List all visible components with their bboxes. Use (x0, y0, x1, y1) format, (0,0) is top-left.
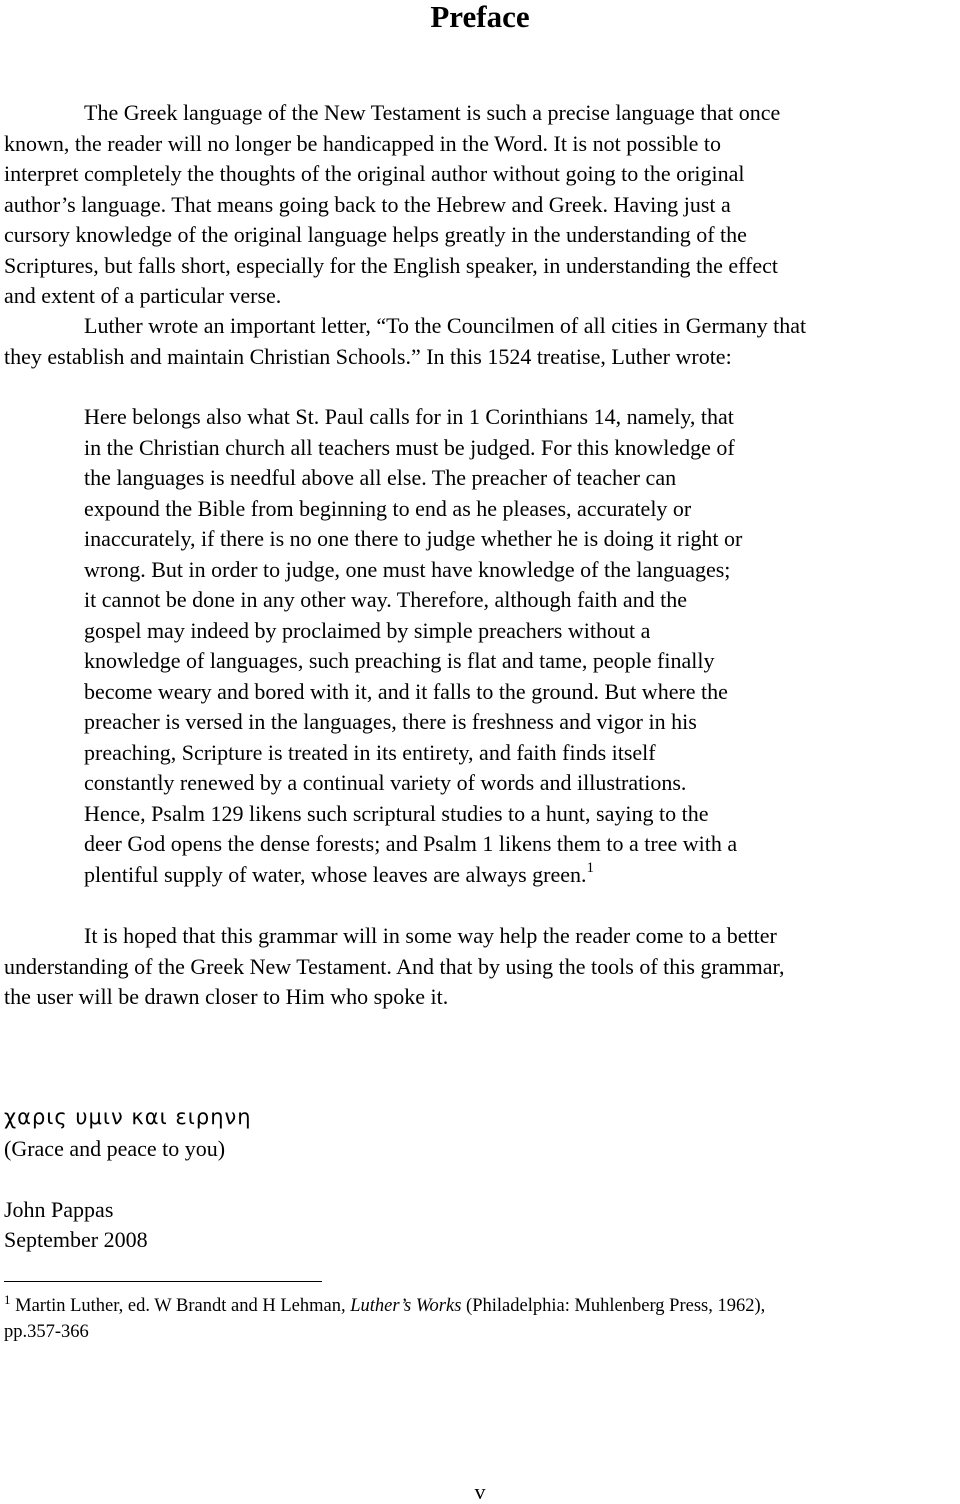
greek-greeting: χαρις υμιν και ειρηνη (4, 1105, 252, 1129)
signature-date: September 2008 (4, 1227, 148, 1252)
footnote-number: 1 (4, 1292, 11, 1307)
text-line: cursory knowledge of the original language helps greatly in the understanding of the (4, 222, 747, 247)
text-line: Luther wrote an important letter, “To the Councilmen of all cities in Germany that (84, 313, 807, 338)
page-title: Preface (430, 0, 530, 34)
footnote (4, 1293, 954, 1345)
quote-line: Here belongs also what St. Paul calls for in 1 Corinthians 14, namely, that (84, 404, 734, 429)
footnote-divider (4, 1281, 322, 1282)
footnote-book-title: Luther’s Works (350, 1296, 462, 1316)
page-number: v (474, 1479, 486, 1504)
quote-line: become weary and bored with it, and it falls to the ground. But where the (84, 678, 728, 704)
quote-line: knowledge of languages, such preaching is flat and tame, people finally (84, 648, 715, 673)
luther-paragraph (4, 311, 960, 372)
quote-line: deer God opens the dense forests; and Psalm 1 likens them to a tree with a (84, 831, 738, 856)
quote-line: in the Christian church all teachers must be judged. For this knowledge of (84, 434, 735, 460)
text-line: The Greek language of the New Testament is such a precise language that once (84, 100, 781, 125)
quote-line (84, 860, 960, 891)
quote-line: preacher is versed in the languages, there is freshness and vigor in his (84, 709, 697, 734)
footnote-text-before-title: Martin Luther, ed. W Brandt and H Lehman, (10, 1296, 351, 1316)
block-quote (84, 402, 960, 890)
text-line: the user will be drawn closer to Him who spoke it. (4, 984, 449, 1009)
closing-paragraph (4, 921, 960, 1013)
quote-line: preaching, Scripture is treated in its entirety, and faith finds itself (84, 739, 656, 765)
quote-line: it cannot be done in any other way. Therefore, although faith and the (84, 587, 687, 612)
text-line: author’s language. That means going back to the Hebrew and Greek. Having just a (4, 191, 731, 217)
text-line: interpret completely the thoughts of the original author without going to the original (4, 161, 745, 186)
footnote-text-after-title: (Philadelphia: Muhlenberg Press, 1962), (461, 1296, 766, 1316)
author-name: John Pappas (4, 1197, 114, 1222)
footnote-line (4, 1293, 954, 1319)
quote-line: inaccurately, if there is no one there to judge whether he is doing it right or (84, 526, 743, 551)
text-line: It is hoped that this grammar will in some way help the reader come to a better (84, 923, 777, 948)
greeting-translation: (Grace and peace to you) (4, 1136, 226, 1161)
text-line: understanding of the Greek New Testament. And that by using the tools of this grammar, (4, 953, 785, 979)
quote-line: constantly renewed by a continual variety of words and illustrations. (84, 770, 687, 795)
footnote-continuation: pp.357-366 (4, 1322, 89, 1342)
quote-line: wrong. But in order to judge, one must have knowledge of the languages; (84, 556, 731, 582)
text-line: known, the reader will no longer be handicapped in the Word. It is not possible to (4, 130, 721, 156)
text-line: and extent of a particular verse. (4, 283, 282, 308)
quote-last-line-text: plentiful supply of water, whose leaves are always green. (84, 861, 587, 887)
text-line: they establish and maintain Christian Schools.” In this 1524 treatise, Luther wrote: (4, 343, 732, 369)
intro-paragraph (4, 98, 960, 312)
quote-line: expound the Bible from beginning to end as he pleases, accurately or (84, 495, 692, 521)
footnote-reference[interactable]: 1 (586, 859, 594, 876)
quote-line: gospel may indeed by proclaimed by simple preachers without a (84, 617, 651, 643)
quote-line: Hence, Psalm 129 likens such scriptural studies to a hunt, saying to the (84, 800, 709, 826)
text-line: Scriptures, but falls short, especially for the English speaker, in understanding the effect (4, 252, 778, 278)
quote-line: the languages is needful above all else. The preacher of teacher can (84, 465, 677, 490)
